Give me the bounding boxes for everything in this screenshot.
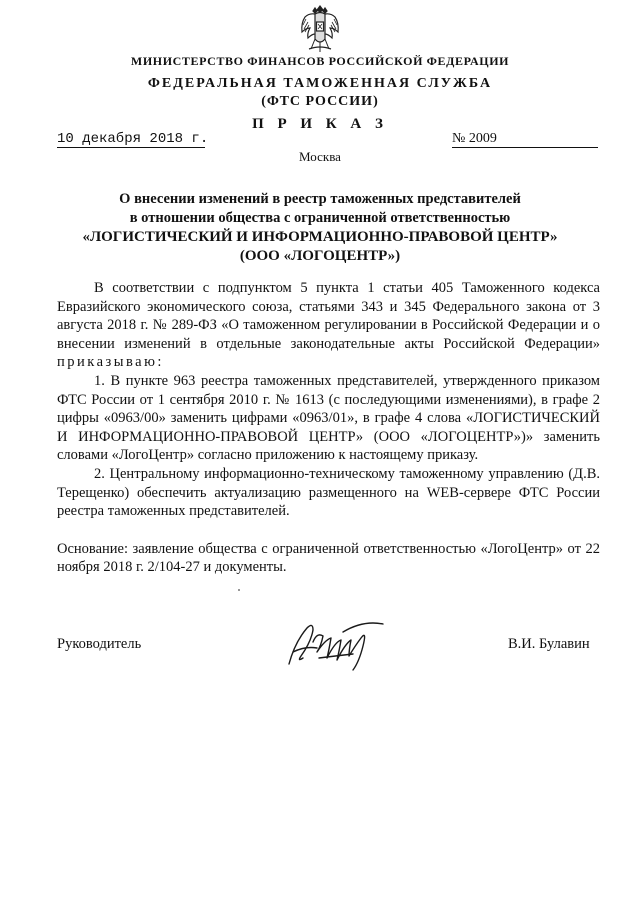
basis-paragraph: Основание: заявление общества с ограниченной ответственностью «ЛогоЦентр» от 22 ноября 2018 г. 2/104-27 и документы.: [57, 540, 600, 576]
handwritten-signature: [283, 612, 393, 676]
title-line-3: «ЛОГИСТИЧЕСКИЙ И ИНФОРМАЦИОННО-ПРАВОВОЙ ЦЕНТР»: [82, 229, 558, 245]
title-line-1: О внесении изменений в реестр таможенных представителей: [119, 191, 521, 207]
title-line-4: (ООО «ЛОГОЦЕНТР»): [239, 248, 401, 264]
title-line-2: в отношении общества с ограниченной ответственностью: [129, 210, 511, 226]
document-body: [57, 279, 600, 577]
preamble-paragraph: [57, 279, 600, 372]
scan-speck: [238, 589, 240, 591]
item-2-paragraph: 2. Центральному информационно-техническому таможенному управлению (Д.В. Терещенко) обеспечить актуализацию размещенного на WEB-сервере ФТС России реестра таможенных представителей.: [57, 465, 600, 520]
order-word: приказываю:: [57, 354, 164, 371]
document-city: Москва: [299, 149, 341, 164]
service-name: ФЕДЕРАЛЬНАЯ ТАМОЖЕННАЯ СЛУЖБА: [147, 76, 493, 91]
document-number: № 2009: [452, 131, 598, 148]
document-date: 10 декабря 2018 г.: [57, 131, 209, 147]
item-1-paragraph: 1. В пункте 963 реестра таможенных представителей, утвержденного приказом ФТС России от 1 сентября 2010 г. № 1613 (с последующими изменениями), в графе 2 цифры «0963/00» заменить цифрами «0963/01», в графе 4 слова «ЛОГИСТИЧЕСКИЙ И ИНФОРМАЦИОННО-ПРАВОВОЙ ЦЕНТР» (ООО «ЛОГОЦЕНТР»)» заменить словами «ЛогоЦентр» согласно приложению к настоящему приказу.: [57, 372, 600, 464]
signatory-position: Руководитель: [57, 636, 142, 652]
coat-of-arms-icon: [297, 5, 343, 55]
document-type: П Р И К А З: [252, 116, 388, 132]
service-abbreviation: (ФТС РОССИИ): [261, 94, 379, 109]
ministry-name: МИНИСТЕРСТВО ФИНАНСОВ РОССИЙСКОЙ ФЕДЕРАЦИИ: [130, 54, 510, 68]
signatory-name: В.И. Булавин: [508, 636, 590, 652]
preamble-text: В соответствии с подпунктом 5 пункта 1 статьи 405 Таможенного кодекса Евразийского экономического союза, статьями 343 и 345 Федерального закона от 3 августа 2018 г. № 289-ФЗ «О таможенном регулировании в Российской Федерации и о внесении изменений в отдельные законодательные акты Российской Федерации»: [57, 280, 600, 352]
